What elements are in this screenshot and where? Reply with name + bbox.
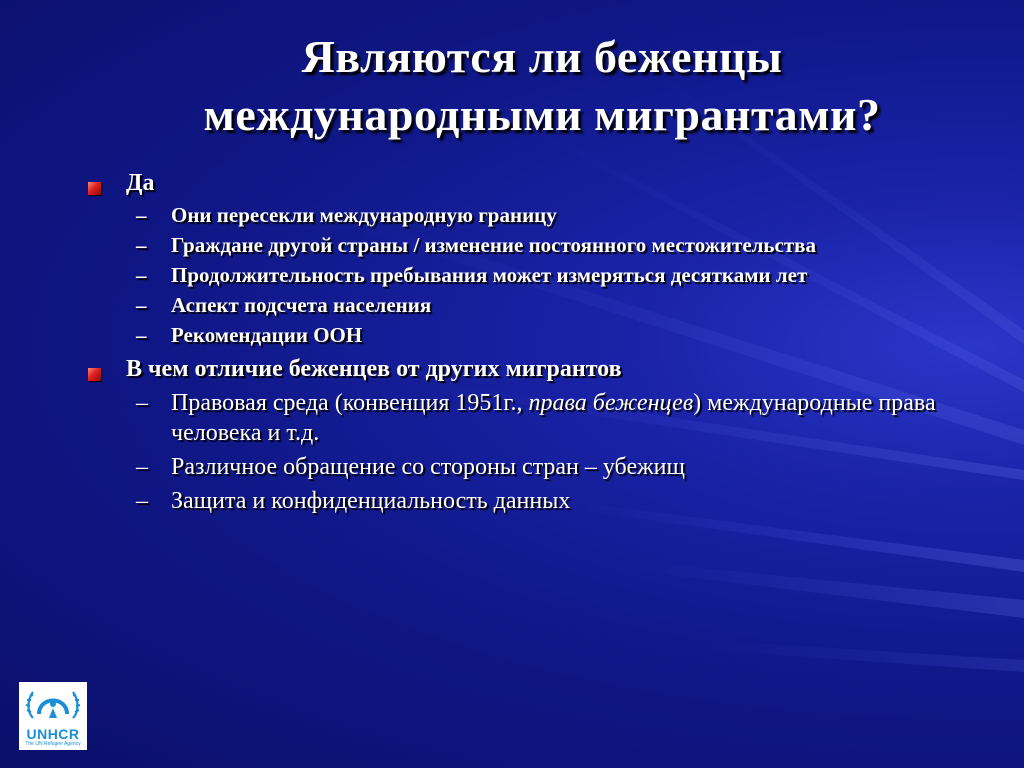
list-item-text-end: ) международные права человека и т.д. — [171, 390, 936, 446]
list-item-text: Они пересекли международную границу — [171, 203, 557, 227]
list-item — [126, 486, 946, 516]
unhcr-emblem-icon — [19, 682, 87, 726]
list-item-text-start: Правовая среда (конвенция 1951г., — [171, 390, 529, 416]
dash-marker: – — [136, 390, 148, 416]
bullet-text: В чем отличие беженцев от других мигрантов — [126, 356, 622, 382]
unhcr-logo — [19, 682, 87, 750]
subitem-list — [126, 388, 946, 516]
list-item-text: Продолжительность пребывания может измеряться десятками лет — [171, 263, 808, 287]
bullet-yes — [86, 168, 946, 348]
bullet-difference — [86, 354, 946, 516]
dash-marker: – — [136, 263, 147, 287]
red-square-bullet-icon — [88, 182, 101, 195]
title-line-2: международными мигрантами? — [203, 89, 881, 140]
list-item — [126, 388, 946, 448]
title-line-1: Являются ли беженцы — [301, 31, 783, 82]
list-item — [126, 262, 946, 288]
list-item-text: Рекомендации ООН — [171, 323, 363, 347]
logo-wordmark: UNHCR — [26, 726, 80, 742]
red-square-bullet-icon — [88, 368, 101, 381]
bullet-text: Да — [126, 170, 155, 196]
slide-title — [60, 28, 1024, 144]
list-item — [126, 232, 946, 258]
list-item-text-italic: права беженцев — [528, 390, 694, 416]
logo-subtitle: The UN Refugee Agency — [25, 741, 81, 747]
list-item — [126, 322, 946, 348]
subitem-list — [126, 202, 946, 348]
dash-marker: – — [136, 203, 147, 227]
list-item — [126, 452, 946, 482]
list-item — [126, 202, 946, 228]
dash-marker: – — [136, 293, 147, 317]
list-item-text: Граждане другой страны / изменение постоянного местожительства — [171, 233, 817, 257]
slide-content — [86, 168, 946, 520]
list-item — [126, 292, 946, 318]
list-item-text: Различное обращение со стороны стран – убежищ — [171, 454, 686, 480]
dash-marker: – — [136, 454, 148, 480]
list-item-text: Аспект подсчета населения — [171, 293, 432, 317]
list-item-text: Защита и конфиденциальность данных — [171, 488, 571, 514]
dash-marker: – — [136, 323, 147, 347]
dash-marker: – — [136, 488, 148, 514]
dash-marker: – — [136, 233, 147, 257]
